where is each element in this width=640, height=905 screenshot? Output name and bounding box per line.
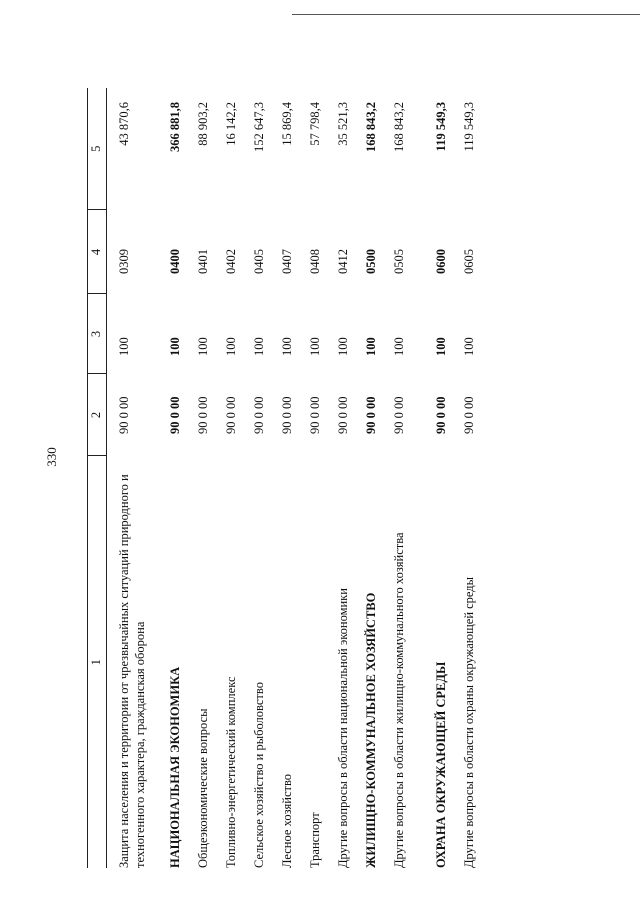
row-csr-cell: 90 0 00: [433, 396, 448, 434]
row-vr-cell: 100: [461, 337, 476, 356]
row-rz-cell: 0505: [391, 249, 406, 274]
row-vr-cell: 100: [335, 337, 350, 356]
row-sum-cell: 88 903,2: [195, 102, 210, 146]
table-row: [457, 88, 485, 868]
row-vr-cell: 100: [279, 337, 294, 356]
row-vr-cell: 100: [433, 337, 448, 356]
row-csr-cell: 90 0 00: [461, 396, 476, 434]
page-number: 330: [44, 447, 59, 467]
row-csr-cell: 90 0 00: [279, 396, 294, 434]
row-name-cell: Другие вопросы в области охраны окружающей среды: [461, 576, 476, 868]
row-rz-cell: 0412: [335, 249, 350, 274]
row-sum-cell: 168 843,2: [363, 102, 378, 152]
table-header-row: [88, 88, 107, 868]
row-rz-cell: 0500: [363, 249, 378, 274]
row-name-cell: Транспорт: [307, 812, 322, 868]
budget-table: [87, 88, 485, 868]
header-col-1: 1: [88, 456, 107, 868]
row-csr-cell: 90 0 00: [223, 396, 238, 434]
table-row: [331, 88, 359, 868]
row-name-cell: Топливно-энергетический комплекс: [223, 676, 238, 868]
row-vr-cell: 100: [307, 337, 322, 356]
row-vr-cell: 100: [223, 337, 238, 356]
row-rz-cell: 0401: [195, 249, 210, 274]
row-rz-cell: 0605: [461, 249, 476, 274]
row-name-cell: Общеэкономические вопросы: [195, 708, 210, 868]
row-csr-cell: 90 0 00: [167, 396, 182, 434]
row-csr-cell: 90 0 00: [195, 396, 210, 434]
row-name-cell: Другие вопросы в области жилищно-коммунального хозяйства: [391, 532, 406, 868]
row-rz-cell: 0402: [223, 249, 238, 274]
header-col-5: 5: [88, 88, 107, 210]
row-name-cell: Сельское хозяйство и рыболовство: [251, 682, 266, 868]
row-sum-cell: 168 843,2: [391, 102, 406, 152]
row-sum-cell: 16 142,2: [223, 102, 238, 146]
row-sum-cell: 119 549,3: [461, 102, 476, 152]
row-rz-cell: 0309: [117, 249, 131, 274]
rotated-page: [40, 48, 540, 868]
row-name-cell: ОХРАНА ОКРУЖАЮЩЕЙ СРЕДЫ: [433, 661, 448, 868]
row-sum-cell: 15 869,4: [279, 102, 294, 146]
row-rz-cell: 0408: [307, 249, 322, 274]
row-vr-cell: 100: [117, 337, 131, 356]
header-col-2: 2: [88, 374, 107, 456]
row-sum-cell: 43 870,6: [117, 102, 131, 146]
row-vr-cell: 100: [363, 337, 378, 356]
table-row: [191, 88, 219, 868]
row-csr-cell: 90 0 00: [251, 396, 266, 434]
table-row: [247, 88, 275, 868]
row-rz-cell: 0405: [251, 249, 266, 274]
scan-edge-line: [292, 14, 640, 15]
header-col-4: 4: [88, 210, 107, 294]
row-csr-cell: 90 0 00: [307, 396, 322, 434]
row-vr-cell: 100: [195, 337, 210, 356]
row-csr-cell: 90 0 00: [335, 396, 350, 434]
row-name-cell: Лесное хозяйство: [279, 773, 294, 868]
row-csr-cell: 90 0 00: [391, 396, 406, 434]
table-row: [429, 88, 457, 868]
row-name-cell: Другие вопросы в области национальной экономики: [335, 588, 350, 868]
row-name-cell: Защита населения и территории от чрезвычайных ситуаций природного и техногенного характера, гражданская оборона: [117, 474, 147, 868]
table-body: [107, 88, 485, 868]
row-csr-cell: 90 0 00: [363, 396, 378, 434]
row-sum-cell: 152 647,3: [251, 102, 266, 152]
table-row: [359, 88, 387, 868]
row-name-cell: НАЦИОНАЛЬНАЯ ЭКОНОМИКА: [167, 666, 182, 868]
row-sum-cell: 35 521,3: [335, 102, 350, 146]
table-row: [275, 88, 303, 868]
row-sum-cell: 366 881,8: [167, 102, 182, 152]
row-vr-cell: 100: [391, 337, 406, 356]
table-row: [219, 88, 247, 868]
table-row: [387, 88, 429, 868]
header-col-3: 3: [88, 294, 107, 374]
row-name-cell: ЖИЛИЩНО-КОММУНАЛЬНОЕ ХОЗЯЙСТВО: [363, 592, 378, 868]
table-row: [107, 88, 163, 868]
row-vr-cell: 100: [167, 337, 182, 356]
table-row: [303, 88, 331, 868]
row-sum-cell: 119 549,3: [433, 102, 448, 152]
row-rz-cell: 0600: [433, 249, 448, 274]
row-rz-cell: 0400: [167, 249, 182, 274]
row-vr-cell: 100: [251, 337, 266, 356]
row-csr-cell: 90 0 00: [117, 396, 131, 434]
row-rz-cell: 0407: [279, 249, 294, 274]
table-row: [163, 88, 191, 868]
row-sum-cell: 57 798,4: [307, 102, 322, 146]
